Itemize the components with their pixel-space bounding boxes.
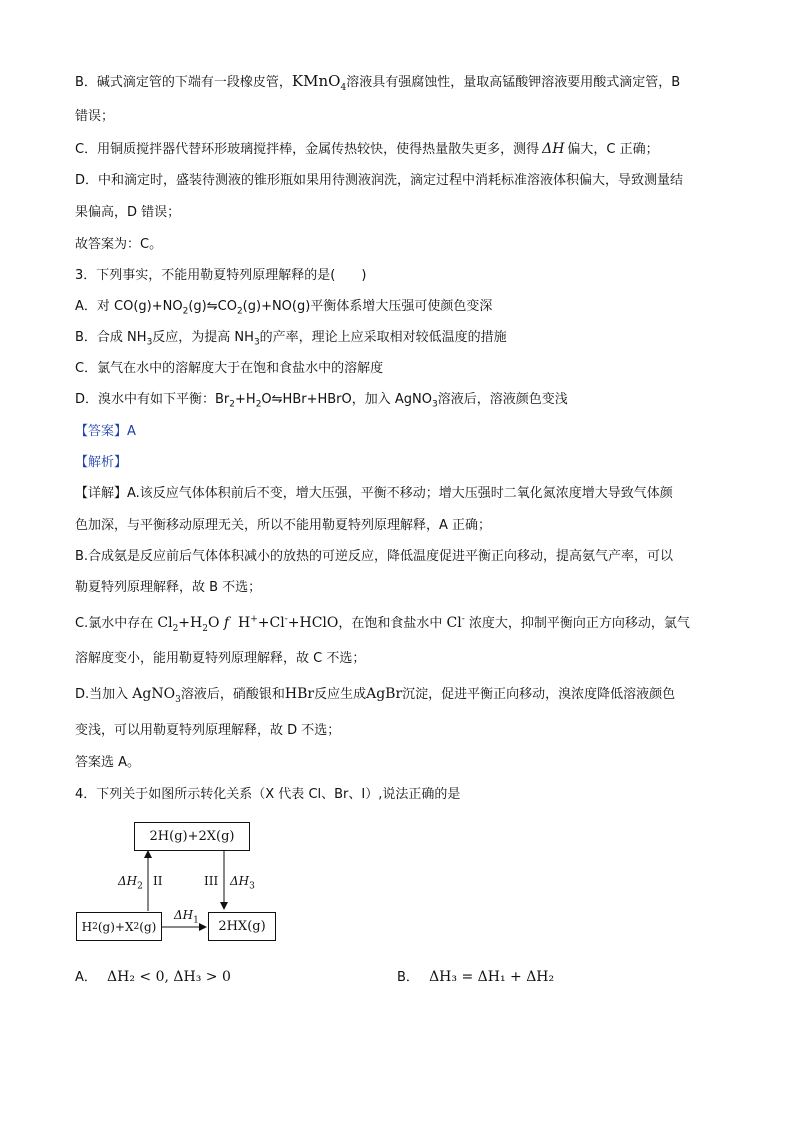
text-span: ，在饱和食盐水中 [338, 616, 443, 631]
detail-line-6: 溶解度变小，能用勒夏特列原理解释，故 C 不选； [75, 651, 366, 666]
text-span: C.氯水中存在 [75, 616, 154, 631]
dh-text: ΔH [118, 874, 138, 888]
label-roman-2: II [153, 874, 163, 888]
q4-option-b [397, 968, 554, 987]
q4-stem: 4．下列关于如图所示转化关系（X 代表 Cl、Br、I）,说法正确的是 [75, 787, 461, 802]
sup: + [250, 614, 258, 625]
agbr-formula: AgBr [366, 686, 403, 702]
sub: 3 [175, 694, 181, 705]
text-span: (g)⇋CO [188, 299, 237, 314]
label-roman-3: III [204, 874, 219, 888]
detail-line-1: 【详解】A.该反应气体体积前后不变，增大压强，平衡不移动；增大压强时二氧化氮浓度增大导致气体颜 [75, 486, 673, 501]
text-span: 溶液后，硝酸银和 [180, 687, 285, 702]
sub: 3 [146, 337, 153, 348]
dh-text: ΔH [174, 908, 194, 922]
eq-part: Cl [157, 615, 173, 631]
sub: 3 [253, 337, 260, 348]
eq-part: O [207, 615, 220, 631]
sub: 2 [172, 623, 179, 634]
sub: 2 [202, 623, 208, 634]
analysis-label: 【解析】 [75, 455, 128, 470]
text-span: 浓度大，抑制平衡向正方向移动，氯气 [468, 616, 690, 631]
previous-answer: 故答案为：C。 [75, 237, 163, 252]
text-span: B．合成 NH [75, 330, 147, 345]
kmno4-text: KMnO [291, 72, 341, 90]
option-a-expression: ΔH₂ < 0, ΔH₃ > 0 [107, 969, 231, 985]
kmno4-sub: 4 [340, 83, 347, 93]
text-span: D.当加入 [75, 687, 129, 702]
text-span: C．用铜质搅拌器代替环形玻璃搅拌棒，金属传热较快，使得热量散失更多，测得 [75, 142, 540, 157]
equilibrium-symbol: f [223, 615, 230, 631]
option-b-line-2: 错误； [75, 109, 115, 124]
text-span: 反应生成 [314, 687, 367, 702]
text-span: 偏大，C 正确； [567, 142, 659, 157]
label-dh2 [118, 874, 143, 892]
q3-option-c: C．氯气在水中的溶解度大于在饱和食盐水中的溶解度 [75, 361, 384, 376]
answer-label: 【答案】A [75, 424, 136, 439]
detail-line-8: 变浅，可以用勒夏特列原理解释，故 D 不选； [75, 723, 341, 738]
text-span: (g)+NO(g)平衡体系增大压强可使颜色变深 [242, 299, 493, 314]
detail-line-3: B.合成氨是反应前后气体体积减小的放热的可逆反应，降低温度促进平衡正向移动，提高氨气产率，可以 [75, 549, 674, 564]
eq-part: Cl [446, 615, 462, 631]
text-span: D．溴水中有如下平衡：Br [75, 392, 230, 407]
box-text: (g)+X [97, 919, 134, 934]
sub: 2 [182, 306, 189, 317]
text-span: 的产率，理论上应采取相对较低温度的措施 [259, 330, 507, 345]
sub: 2 [137, 881, 143, 892]
label-dh3 [230, 874, 255, 892]
left-box: H 2 (g)+X 2 (g) [76, 912, 162, 941]
sub: 1 [193, 915, 199, 926]
eq-part: +H [178, 615, 203, 631]
sub: 3 [431, 399, 438, 410]
eq-part: +Cl [257, 615, 285, 631]
delta-h-symbol: ΔH [542, 141, 565, 157]
text-span: 溶液后，溶液颜色变浅 [437, 392, 568, 407]
sub: 2 [236, 306, 243, 317]
detail-line-4: 勒夏特列原理解释，故 B 不选； [75, 580, 262, 595]
sub: 2 [255, 399, 262, 410]
right-box: 2HX(g) [208, 912, 276, 941]
detail-line-2: 色加深，与平衡移动原理无关，所以不能用勒夏特列原理解释，A 正确； [75, 518, 492, 533]
eq-part: H [238, 615, 251, 631]
sup: - [284, 614, 288, 625]
sub: 2 [229, 399, 236, 410]
option-d-line-1: D．中和滴定时，盛装待测液的锥形瓶如果用待测液润洗，滴定过程中消耗标准溶液体积偏大，导致测量结 [75, 173, 684, 188]
box-text: H [81, 919, 93, 934]
q3-stem: 3．下列事实，不能用勒夏特列原理解释的是( ) [75, 268, 367, 283]
eq-part: +HClO [287, 615, 339, 631]
box-text: (g) [139, 919, 157, 934]
answer-q3: 答案选 A。 [75, 755, 141, 770]
option-b-expression: ΔH₃ = ΔH₁ + ΔH₂ [429, 969, 555, 985]
option-label: A． [75, 970, 97, 985]
eq-part: AgNO [132, 686, 176, 702]
label-dh1 [174, 908, 199, 926]
q4-option-a [75, 968, 231, 987]
top-box: 2H(g)+2X(g) [134, 822, 250, 851]
text-span: B．碱式滴定管的下端有一段橡皮管， [75, 75, 292, 90]
text-span: A．对 CO(g)+NO [75, 299, 183, 314]
option-label: B． [397, 970, 419, 985]
sub: 3 [249, 881, 255, 892]
text-span: O⇋HBr+HBrO，加入 AgNO [261, 392, 432, 407]
text-span: +H [235, 392, 256, 407]
text-span: 沉淀，促进平衡正向移动，溴浓度降低溶液颜色 [402, 687, 676, 702]
option-d-line-2: 果偏高，D 错误； [75, 205, 181, 220]
hbr-formula: HBr [284, 686, 315, 702]
text-span: 反应，为提高 NH [152, 330, 254, 345]
text-span: 溶液具有强腐蚀性，量取高锰酸钾溶液要用酸式滴定管，B [346, 75, 681, 90]
dh-text: ΔH [230, 874, 250, 888]
sup: - [461, 614, 465, 625]
